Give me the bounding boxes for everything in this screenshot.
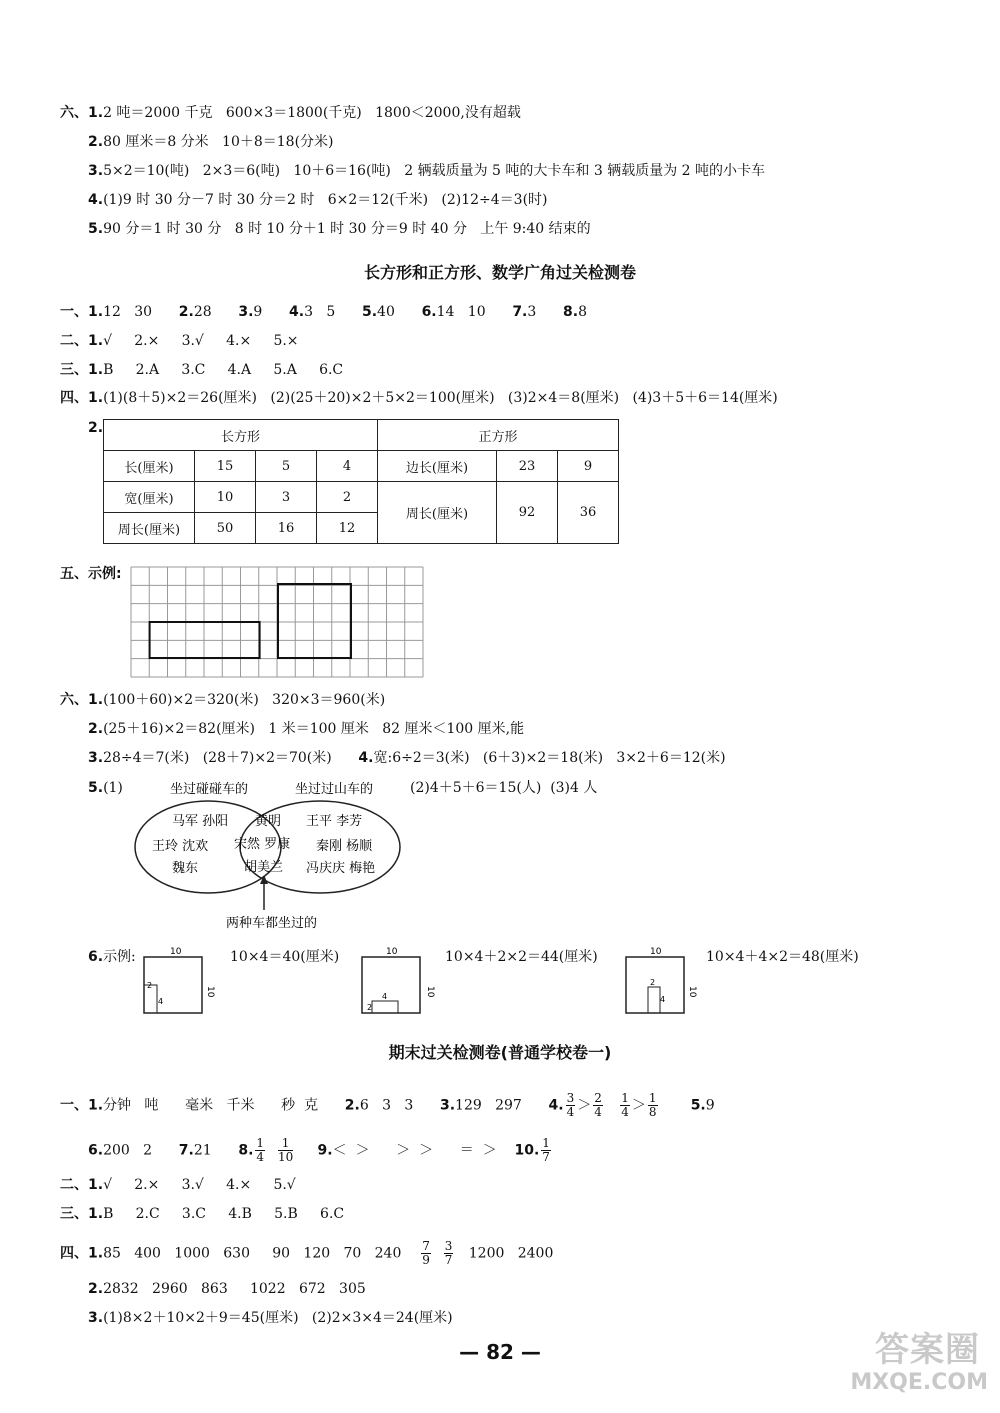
answer-line: 5.(1) xyxy=(88,780,123,796)
dim-label: 4 xyxy=(382,992,388,1001)
answer-line: 六、1.2 吨＝2000 千克 600×3＝1800(千克) 1800＜2000,没有超载 xyxy=(60,105,521,121)
dim-label: 10 xyxy=(687,986,697,998)
page-number: — 82 — xyxy=(459,1340,541,1364)
venn-name: 胡美兰 xyxy=(244,860,284,875)
answer-line: 六、1.(100＋60)×2＝320(米) 320×3＝960(米) xyxy=(60,692,386,708)
cell: 4 xyxy=(317,451,378,482)
answer-line: 3.28÷4＝7(米) (28＋7)×2＝70(米) 4.宽:6÷2＝3(米) (6＋3)×2＝18(米) 3×2＋6＝12(米) xyxy=(88,750,726,766)
dim-label: 10 xyxy=(425,986,435,998)
answer-line: 5.90 分＝1 时 30 分 8 时 10 分＋1 时 30 分＝9 时 40 分 上午 9:40 结束的 xyxy=(88,221,591,237)
dim-label: 4 xyxy=(660,995,666,1004)
dim-label: 4 xyxy=(158,997,164,1006)
rectangle-table xyxy=(103,419,619,544)
grid-figure xyxy=(130,566,425,681)
venn-name: 宋然 罗康 xyxy=(234,837,291,852)
answer-line: 二、1.√ 2.× 3.√ 4.× 5.× xyxy=(60,333,299,349)
answer-line: 10×4＝40(厘米) xyxy=(230,949,340,965)
row-label: 周长(厘米) xyxy=(378,482,497,544)
answer-line: 2. xyxy=(88,420,104,436)
square-example xyxy=(278,584,351,658)
answer-line: 四、1.(1)(8＋5)×2＝26(厘米) (2)(25＋20)×2＋5×2＝100(厘米) (3)2×4＝8(厘米) (4)3＋5＋6＝14(厘米) xyxy=(60,390,778,406)
cell: 36 xyxy=(558,482,619,544)
answer-line: 2.2832 2960 863 1022 672 305 xyxy=(88,1281,366,1297)
rect-header: 长方形 xyxy=(104,420,378,451)
dim-label: 10 xyxy=(650,947,662,957)
dim-label: 10 xyxy=(386,947,398,957)
answer-line: 三、1.B 2.C 3.C 4.B 5.B 6.C xyxy=(60,1206,345,1222)
watermark-logo: 答案圈 xyxy=(875,1330,980,1370)
answer-line: 三、1.B 2.A 3.C 4.A 5.A 6.C xyxy=(60,362,344,378)
example-figure-2 xyxy=(358,944,438,1018)
square-header: 正方形 xyxy=(378,420,619,451)
example-figure-1 xyxy=(138,944,218,1018)
cell: 3 xyxy=(256,482,317,513)
arrow-label: 两种车都坐过的 xyxy=(226,916,318,931)
cell: 16 xyxy=(256,513,317,544)
cell: 2 xyxy=(317,482,378,513)
answer-line: 二、1.√ 2.× 3.√ 4.× 5.√ xyxy=(60,1177,296,1193)
dim-label: 2 xyxy=(147,981,153,990)
venn-right-label: 坐过过山车的 xyxy=(295,782,374,797)
answer-line: 3.5×2＝10(吨) 2×3＝6(吨) 10＋6＝16(吨) 2 辆载质量为 5 吨的大卡车和 3 辆载质量为 2 吨的小卡车 xyxy=(88,163,766,179)
cell: 92 xyxy=(497,482,558,544)
row-label: 宽(厘米) xyxy=(104,482,195,513)
row-label: 边长(厘米) xyxy=(378,451,497,482)
answer-line: 2.80 厘米＝8 分米 10＋8＝18(分米) xyxy=(88,134,334,150)
example-figure-3 xyxy=(620,944,700,1018)
answer-line: (2)4＋5＋6＝15(人) (3)4 人 xyxy=(410,780,598,796)
venn-diagram xyxy=(130,775,410,935)
dim-label: 2 xyxy=(650,978,656,987)
answer-line: 6.示例: xyxy=(88,949,136,965)
cell: 15 xyxy=(195,451,256,482)
dim-label: 2 xyxy=(367,1003,373,1012)
venn-name: 秦刚 杨顺 xyxy=(316,839,373,854)
section-title: 期末过关检测卷(普通学校卷一) xyxy=(388,1043,612,1062)
cell: 50 xyxy=(195,513,256,544)
row-label: 周长(厘米) xyxy=(104,513,195,544)
arrow-head xyxy=(260,875,268,884)
venn-name: 马军 孙阳 xyxy=(172,814,229,829)
venn-name: 冯庆庆 梅艳 xyxy=(306,861,376,876)
answer-line: 一、1.12 30 2.28 3.9 4.3 5 5.40 6.14 10 7.3 8.8 xyxy=(60,304,587,320)
watermark-url: MXQE.COM xyxy=(850,1370,988,1395)
cell: 5 xyxy=(256,451,317,482)
answer-line: 3.(1)8×2＋10×2＋9＝45(厘米) (2)2×3×4＝24(厘米) xyxy=(88,1310,453,1326)
dim-label: 10 xyxy=(170,947,182,957)
section-title: 长方形和正方形、数学广角过关检测卷 xyxy=(363,263,636,282)
answer-line: 10×4＋4×2＝48(厘米) xyxy=(706,949,859,965)
cell: 12 xyxy=(317,513,378,544)
cell: 10 xyxy=(195,482,256,513)
venn-name: 王平 李芳 xyxy=(306,814,363,829)
answer-line: 10×4＋2×2＝44(厘米) xyxy=(445,949,598,965)
venn-name: 王玲 沈欢 xyxy=(152,839,209,854)
venn-name: 魏东 xyxy=(172,861,199,876)
venn-left-label: 坐过碰碰车的 xyxy=(170,782,249,797)
answer-line: 4.(1)9 时 30 分－7 时 30 分＝2 时 6×2＝12(千米) (2)12÷4＝3(时) xyxy=(88,192,548,208)
venn-name: 黄明 xyxy=(255,814,282,829)
answer-line: 6.200 2 7.21 8. $\frac{1}{4}$ $\frac{1}{10}$ 9.＜ ＞ ＞ ＞ ＝ ＞ 10. $\frac{1}{7}$ xyxy=(88,1136,550,1164)
answer-line: 一、1.分钟 吨 毫米 千米 秒 克 2.6 3 3 3.129 297 4. $\frac{3}{4}$ ＞ $\frac{2}{4}$ $\frac{1}{4}$ ＞ $\frac{1}{8}$ 5.9 xyxy=(60,1091,715,1119)
dim-label: 10 xyxy=(205,986,215,998)
answer-line: 五、示例: xyxy=(60,566,122,582)
row-label: 长(厘米) xyxy=(104,451,195,482)
answer-line: 四、1.85 400 1000 630 90 120 70 240 $\frac{7}{9}$ $\frac{3}{7}$ 1200 2400 xyxy=(60,1239,554,1267)
cell: 23 xyxy=(497,451,558,482)
answer-line: 2.(25＋16)×2＝82(厘米) 1 米＝100 厘米 82 厘米＜100 厘米,能 xyxy=(88,721,525,737)
cell: 9 xyxy=(558,451,619,482)
